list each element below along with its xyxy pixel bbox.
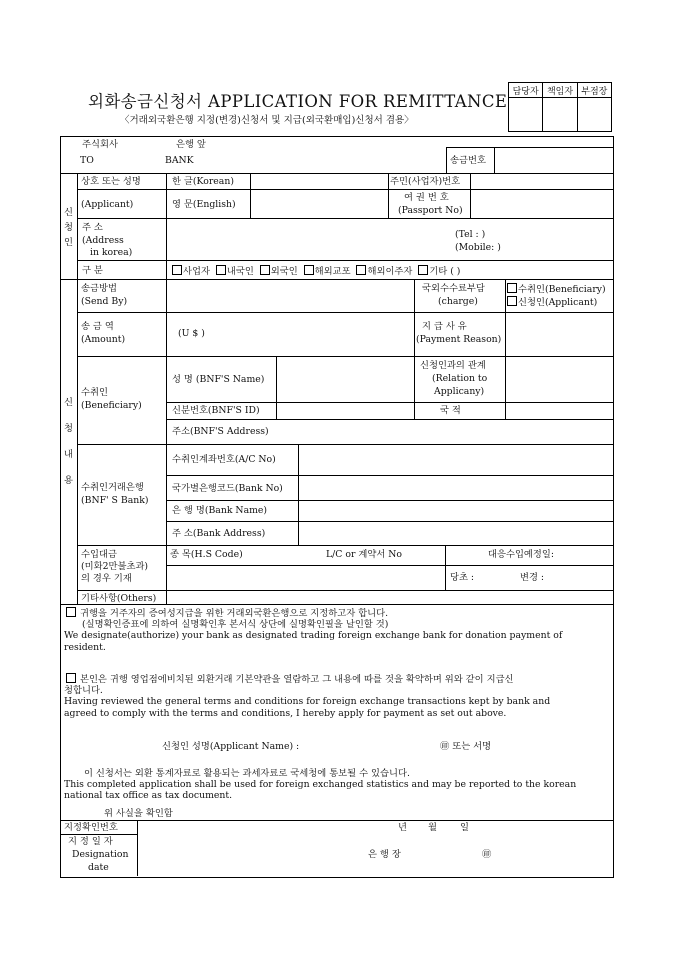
remit-no-label: 송금번호 — [450, 155, 486, 166]
beneficiary-label: 수취인 — [81, 387, 108, 398]
type-overseas-korean[interactable]: 해외교포 — [304, 266, 351, 277]
to-bank-label: BANK — [165, 155, 194, 166]
bnf-address-label: 주소(BNF'S Address) — [172, 426, 269, 437]
type-overseas-korean-checkbox[interactable] — [304, 265, 314, 275]
approval-staff: 담당자 — [509, 83, 543, 98]
applicant-name-label: 신청인 성명(Applicant Name) : — [162, 741, 300, 752]
type-emigrant-checkbox[interactable] — [356, 265, 366, 275]
applicant-side-3: 인 — [64, 237, 73, 248]
type-options — [172, 265, 460, 277]
charge-label: 국외수수료부담 — [422, 283, 485, 294]
bnf-bank-label: 수취인거래은행 — [81, 482, 144, 493]
bank-code-label: 국가별은행코드(Bank No) — [172, 483, 283, 494]
expected-import-label: 대응수입예정일: — [488, 549, 554, 560]
address-label: 주 소 — [82, 222, 103, 233]
nationality-label: 국 적 — [440, 405, 461, 416]
type-foreigner-checkbox[interactable] — [260, 265, 270, 275]
relation-label-en-2: Applicany) — [434, 386, 485, 397]
confirm-year: 년 — [398, 822, 407, 833]
details-side-4: 용 — [64, 475, 73, 486]
passport-label-en: (Passport No) — [398, 205, 463, 216]
approval-manager-sign[interactable] — [543, 98, 577, 132]
name-label: 상호 또는 성명 — [81, 176, 141, 187]
to-bank-ko: 은행 앞 — [176, 139, 206, 150]
tel-field[interactable]: (Tel : ) — [455, 229, 486, 240]
type-business-checkbox[interactable] — [172, 265, 182, 275]
bank-address-label: 주 소(Bank Address) — [172, 528, 266, 539]
confirm-day: 일 — [460, 822, 469, 833]
details-side-1: 신 — [64, 397, 73, 408]
initial-date-label: 당초 : — [450, 572, 475, 583]
bank-name-label: 은 행 명(Bank Name) — [172, 505, 268, 516]
type-korean[interactable]: 내국인 — [216, 266, 254, 277]
approval-head-sign[interactable] — [577, 98, 611, 132]
applicant-label: (Applicant) — [81, 199, 134, 210]
beneficiary-label-en: (Beneficiary) — [81, 400, 142, 411]
import-label: 수입대금 — [81, 549, 117, 560]
form-subtitle: 〈거래외국환은행 지정(변경)신청서 및 지급(외국환매입)신청서 겸용〉 — [120, 115, 414, 126]
address-label-sub: in korea) — [90, 247, 133, 258]
seal-or-signature[interactable]: ㊞ 또는 서명 — [440, 741, 492, 752]
english-name-label: 영 문(English) — [172, 199, 236, 210]
approval-manager: 책임자 — [543, 83, 577, 98]
send-by-label-en: (Send By) — [81, 296, 128, 307]
declaration-2-checkbox[interactable] — [66, 673, 76, 683]
import-label-note: 의 경우 기재 — [81, 573, 132, 584]
account-no-label: 수취인계좌번호(A/C No) — [172, 454, 276, 465]
confirm-title: 위 사실을 확인함 — [104, 808, 173, 819]
hs-code-label: 종 목(H.S Code) — [170, 549, 243, 560]
amount-field[interactable]: (U $ ) — [178, 328, 205, 339]
bnf-bank-label-en: (BNF' S Bank) — [81, 495, 149, 506]
amount-label-en: (Amount) — [81, 334, 126, 345]
bnf-id-label: 신분번호(BNF'S ID) — [172, 405, 260, 416]
charge-applicant[interactable]: 신청인(Applicant) — [507, 296, 597, 308]
charge-label-en: (charge) — [438, 296, 478, 307]
amount-label: 송 금 역 — [81, 321, 114, 332]
reason-label: 지 급 사 유 — [422, 321, 467, 332]
reason-label-en: (Payment Reason) — [416, 334, 502, 345]
type-korean-checkbox[interactable] — [216, 265, 226, 275]
approval-head: 부점장 — [577, 83, 611, 98]
mobile-field[interactable]: (Mobile: ) — [455, 242, 501, 253]
designation-date-label: 지 정 일 자 — [68, 836, 113, 847]
applicant-side-1: 신 — [64, 207, 73, 218]
passport-label: 여 권 번 호 — [404, 192, 449, 203]
lc-label: L/C or 계약서 No — [326, 549, 403, 560]
relation-label-en: (Relation to — [432, 373, 488, 384]
details-side-3: 내 — [64, 449, 73, 460]
to-company: 주식회사 — [82, 139, 118, 150]
form-title: 외화송금신청서 APPLICATION FOR REMITTANCE — [88, 92, 508, 111]
tax-notice: 이 신청서는 외환 통계자료로 활용되는 과세자료로 국세청에 통보될 수 있습니다. This completed application shall be used for foreign exchanged statistics and may be reported to the korean national tax office as tax document. — [64, 768, 577, 802]
charge-beneficiary[interactable]: 수취인(Beneficiary) — [507, 283, 606, 295]
others-label: 기타사항(Others) — [81, 593, 157, 604]
type-foreigner[interactable]: 외국인 — [260, 266, 298, 277]
approval-box — [508, 82, 612, 132]
to-label: TO — [80, 155, 94, 166]
approval-staff-sign[interactable] — [509, 98, 543, 132]
import-label-sub: (미화2만불초과) — [81, 561, 149, 572]
type-other[interactable]: 기타 ( ) — [418, 266, 460, 277]
type-emigrant[interactable]: 해외이주자 — [356, 266, 412, 277]
charge-applicant-checkbox[interactable] — [507, 296, 517, 306]
designation-date-label-sub: date — [88, 862, 109, 873]
id-number-label: 주민(사업자)번호 — [390, 176, 461, 187]
details-side-2: 청 — [64, 423, 73, 434]
address-label-en: (Address — [82, 235, 124, 246]
applicant-side-2: 청 — [64, 222, 73, 233]
korean-name-label: 한 글(Korean) — [172, 176, 234, 187]
send-by-label: 송금방법 — [81, 283, 117, 294]
bnf-name-label: 성 명 (BNF'S Name) — [172, 374, 265, 385]
declaration-2: 본인은 귀행 영업점에비치된 외환거래 기본약관을 열람하고 그 내용에 따를 것을 확약하며 위와 같이 지급신 청합니다. Having reviewed the general terms and conditions for foreign exchange transactions kept by bank and agreed to comply with the terms and conditions, I hereby apply for payment as set out above. — [64, 674, 551, 719]
charge-beneficiary-checkbox[interactable] — [507, 283, 517, 293]
designation-date-label-en: Designation — [72, 849, 129, 860]
designation-no-label: 지정확인번호 — [64, 822, 118, 833]
type-other-checkbox[interactable] — [418, 265, 428, 275]
branch-manager-seal[interactable]: ㊞ — [482, 849, 492, 860]
declaration-1: 귀행을 거주자의 증여성지급을 위한 거래외국환은행으로 지정하고자 합니다. (실명확인증표에 의하여 실명확인후 본서식 상단에 실명확인필을 날인할 것) We designate(authorize) your bank as designated trading foreign exchange bank for donation payment of resident. — [64, 608, 563, 653]
type-label: 구 분 — [82, 265, 103, 276]
declaration-1-checkbox[interactable] — [66, 607, 76, 617]
confirm-month: 월 — [428, 822, 437, 833]
branch-manager-label: 은 행 장 — [368, 849, 401, 860]
relation-label: 신청인과의 관계 — [420, 360, 486, 371]
remit-no-field[interactable] — [496, 148, 611, 172]
changed-date-label: 변경 : — [520, 572, 545, 583]
type-business[interactable]: 사업자 — [172, 266, 210, 277]
